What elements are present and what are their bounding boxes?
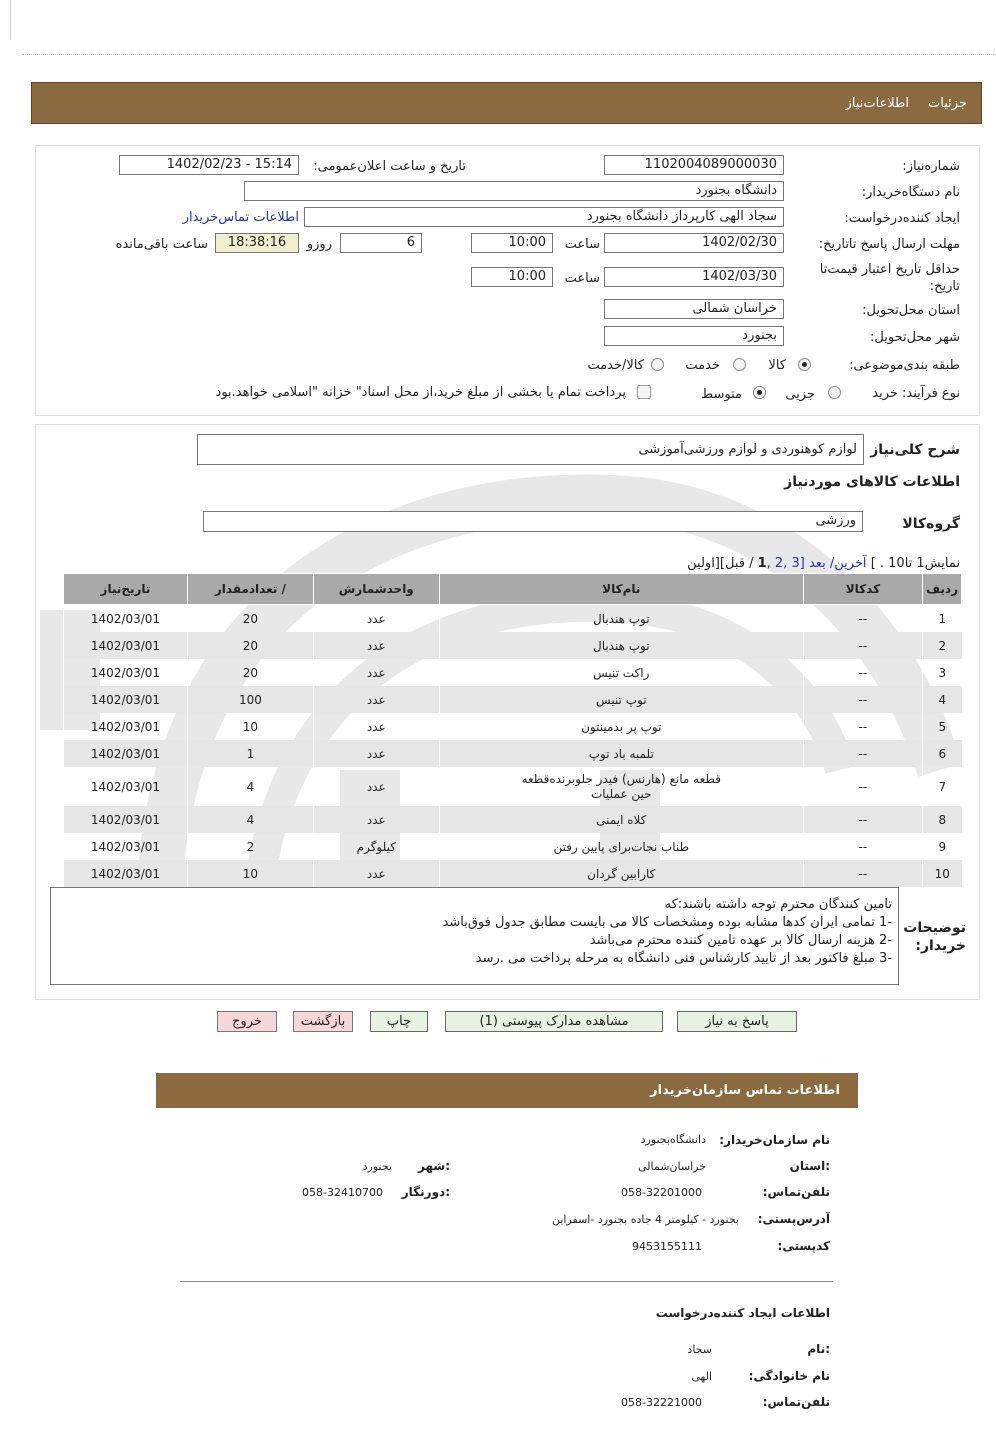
cell-code: -- bbox=[803, 686, 922, 713]
buyer-field: دانشگاه بجنورد bbox=[244, 181, 784, 201]
pager bbox=[687, 556, 960, 571]
cell-row: 5 bbox=[923, 713, 962, 740]
table-row bbox=[64, 605, 962, 633]
table-row bbox=[64, 659, 962, 686]
cell-qty: 10 bbox=[188, 860, 314, 887]
province-field: خراسان شمالی bbox=[604, 299, 784, 319]
need-description-label: شرح کلی‌نیاز bbox=[870, 442, 960, 458]
cell-date: 1402/03/01 bbox=[64, 713, 188, 740]
goods-group-label: گروه‌کالا bbox=[902, 516, 960, 532]
creator-label: ایجاد کننده‌درخواست: bbox=[844, 211, 960, 226]
cell-qty: 4 bbox=[188, 767, 314, 806]
cell-unit: عدد bbox=[313, 713, 439, 740]
cell-code: -- bbox=[803, 605, 922, 633]
need-number-field: 1102004089000030 bbox=[604, 155, 784, 175]
cell-code: -- bbox=[803, 659, 922, 686]
exit-button[interactable]: خروج bbox=[217, 1011, 277, 1032]
province-label: استان محل‌تحویل: bbox=[862, 303, 960, 318]
cell-date: 1402/03/01 bbox=[64, 740, 188, 767]
category-both-label: کالا/خدمت bbox=[587, 358, 644, 373]
category-service-label: خدمت bbox=[685, 358, 720, 373]
cell-code: -- bbox=[803, 860, 922, 887]
creator-name-label: :نام bbox=[807, 1342, 830, 1356]
validity-label-line1: حداقل تاریخ اعتبار قیمت‌تا bbox=[819, 262, 960, 277]
goods-table-header bbox=[64, 574, 962, 605]
remaining-label: ساعت باقی‌مانده bbox=[115, 237, 208, 252]
table-row bbox=[64, 833, 962, 860]
cell-name: کارابین گردان bbox=[439, 860, 803, 887]
cell-row: 2 bbox=[923, 632, 962, 659]
deadline-label: مهلت ارسال پاسخ تا‌تاریخ: bbox=[818, 237, 960, 252]
print-button[interactable]: چاپ bbox=[370, 1011, 428, 1032]
announce-date-field: 1402/02/23 - 15:14 bbox=[119, 155, 299, 175]
province-contact-label: :استان bbox=[789, 1159, 830, 1173]
days-label: روزو bbox=[306, 237, 332, 252]
top-left-divider bbox=[10, 0, 11, 40]
cell-unit: عدد bbox=[313, 806, 439, 833]
cell-unit: عدد bbox=[313, 860, 439, 887]
pager-last-link[interactable]: آخرین bbox=[834, 556, 867, 571]
notes-line-4: -3 مبلغ فاکتور بعد از تایید کارشناس فنی دانشگاه به مرحله پرداخت می .رسد bbox=[475, 951, 892, 966]
notes-line-1: تامین کنندگان محترم توجه داشته باشند:که bbox=[664, 897, 892, 912]
process-medium-label: متوسط bbox=[701, 387, 742, 402]
address-value: بجنورد - کیلومتر 4 جاده بجنورد -اسفراین bbox=[551, 1213, 739, 1226]
table-row bbox=[64, 632, 962, 659]
treasury-payment-checkbox[interactable] bbox=[637, 385, 651, 399]
cell-date: 1402/03/01 bbox=[64, 632, 188, 659]
page-header-bar bbox=[31, 82, 982, 124]
process-medium-radio[interactable] bbox=[753, 386, 766, 399]
cell-qty: 1 bbox=[188, 740, 314, 767]
cell-date: 1402/03/01 bbox=[64, 767, 188, 806]
tab-need-info[interactable]: اطلاعات‌نیاز bbox=[845, 96, 909, 111]
category-goods-label: کالا bbox=[768, 358, 786, 373]
creator-family-value: الهی bbox=[691, 1370, 712, 1383]
city-contact-value: بجنورد bbox=[362, 1160, 392, 1173]
cell-row: 3 bbox=[923, 659, 962, 686]
postal-code-label: کد‌پستی: bbox=[777, 1239, 830, 1253]
treasury-payment-note: پرداخت تمام یا بخشی از مبلغ خرید،از محل اسناد" خزانه "اسلامی خواهد.بود bbox=[215, 385, 626, 400]
table-row bbox=[64, 860, 962, 887]
deadline-time-label: ساعت bbox=[564, 237, 600, 252]
cell-unit: عدد bbox=[313, 767, 439, 806]
cell-row: 9 bbox=[923, 833, 962, 860]
cell-row: 10 bbox=[923, 860, 962, 887]
cell-qty: 20 bbox=[188, 605, 314, 633]
cell-code: -- bbox=[803, 767, 922, 806]
announce-label: تاریخ و ساعت اعلان‌عمومی: bbox=[313, 159, 466, 174]
cell-unit: عدد bbox=[313, 632, 439, 659]
cell-date: 1402/03/01 bbox=[64, 659, 188, 686]
cell-name: توپ پر بدمینتون bbox=[439, 713, 803, 740]
col-qty-header: / تعدادمقدار bbox=[188, 574, 314, 605]
validity-time-label: ساعت bbox=[564, 271, 600, 286]
category-goods-radio[interactable] bbox=[798, 358, 811, 371]
cell-code: -- bbox=[803, 740, 922, 767]
process-partial-label: جزیی bbox=[785, 387, 815, 402]
pager-page-links[interactable]: [3 ,2 , bbox=[766, 556, 805, 571]
fax-label: :دورنگار bbox=[401, 1185, 450, 1199]
cell-name: توپ هندبال bbox=[439, 605, 803, 633]
validity-label-line2: تاریخ: bbox=[929, 279, 960, 294]
category-label: طبقه بندی‌موضوعی: bbox=[849, 358, 960, 373]
table-row bbox=[64, 713, 962, 740]
creator-field: سجاد الهی کارپرداز دانشگاه بجنورد bbox=[304, 207, 784, 227]
cell-row: 6 bbox=[923, 740, 962, 767]
buyer-contact-title: اطلاعات تماس سازمان‌خریدار bbox=[650, 1083, 840, 1098]
process-partial-radio[interactable] bbox=[828, 386, 841, 399]
validity-time-field: 10:00 bbox=[471, 267, 553, 287]
goods-group-field: ورزشی bbox=[203, 511, 863, 532]
category-both-radio[interactable] bbox=[651, 358, 664, 371]
cell-date: 1402/03/01 bbox=[64, 605, 188, 633]
cell-qty: 20 bbox=[188, 632, 314, 659]
buyer-contact-link[interactable]: اطلاعات تماس‌خریدار bbox=[182, 210, 299, 225]
need-number-label: شماره‌نیاز: bbox=[902, 159, 960, 174]
pager-range: نمایش1 تا10 . ] bbox=[870, 556, 960, 571]
cell-name: تلمبه باد توپ bbox=[439, 740, 803, 767]
view-attachments-button[interactable]: مشاهده مدارک پیوستی (1) bbox=[445, 1011, 663, 1032]
validity-date-field: 1402/03/30 bbox=[604, 267, 784, 287]
cell-qty: 100 bbox=[188, 686, 314, 713]
cell-unit: کیلوگرم bbox=[313, 833, 439, 860]
creator-phone-value: 058-32221000 bbox=[621, 1396, 702, 1409]
cell-name: کلاه ایمنی bbox=[439, 806, 803, 833]
cell-code: -- bbox=[803, 713, 922, 740]
city-contact-label: :شهر bbox=[418, 1159, 450, 1173]
goods-info-title: اطلاعات کالاهای موردنیاز bbox=[784, 474, 960, 490]
cell-unit: عدد bbox=[313, 740, 439, 767]
cell-name: طناب نجات‌برای پایین رفتن bbox=[439, 833, 803, 860]
city-label: شهر محل‌تحویل: bbox=[870, 330, 960, 345]
cell-unit: عدد bbox=[313, 686, 439, 713]
cell-qty: 20 bbox=[188, 659, 314, 686]
table-row bbox=[64, 740, 962, 767]
cell-row: 1 bbox=[923, 605, 962, 633]
days-field: 6 bbox=[340, 233, 422, 253]
creator-info-title: اطلاعات ایجاد کننده‌درخواست bbox=[655, 1306, 830, 1320]
category-service-radio[interactable] bbox=[733, 358, 746, 371]
cell-date: 1402/03/01 bbox=[64, 833, 188, 860]
reply-button[interactable]: پاسخ به نیاز bbox=[677, 1011, 797, 1032]
phone-value: 058-32201000 bbox=[621, 1186, 702, 1199]
buyer-notes-label-1: توضیحات bbox=[903, 920, 966, 936]
remaining-time-field: 18:38:16 bbox=[215, 233, 299, 253]
cell-qty: 10 bbox=[188, 713, 314, 740]
cell-name: قطعه مانع (هارنس) فیدر جلوبرنده‌قطعه حین عملیات bbox=[439, 767, 803, 806]
col-unit-header: واحدشمارش bbox=[313, 574, 439, 605]
pager-next-link[interactable]: / بعد bbox=[808, 556, 835, 571]
city-field: بجنورد bbox=[604, 326, 784, 346]
org-name-label: نام سازمان‌خریدار: bbox=[719, 1133, 830, 1147]
cell-code: -- bbox=[803, 806, 922, 833]
cell-date: 1402/03/01 bbox=[64, 806, 188, 833]
postal-code-value: 9453155111 bbox=[632, 1240, 702, 1253]
fax-value: 058-32410700 bbox=[302, 1186, 383, 1199]
cell-code: -- bbox=[803, 632, 922, 659]
buyer-notes-label-2: خریدار: bbox=[915, 938, 966, 954]
process-type-label: نوع فرآیند: خرید bbox=[872, 386, 960, 401]
org-name-value: دانشگاه‌بجنورد bbox=[640, 1133, 706, 1146]
creator-family-label: نام خانوادگی: bbox=[748, 1369, 830, 1383]
cell-row: 7 bbox=[923, 767, 962, 806]
cell-row: 4 bbox=[923, 686, 962, 713]
notes-line-2: -1 تمامی ایران کدها مشابه بوده ومشخصات کالا می بایست مطابق جدول فوق‌باشد bbox=[442, 915, 892, 930]
deadline-date-field: 1402/02/30 bbox=[604, 233, 784, 253]
col-name-header: نام‌کالا bbox=[439, 574, 803, 605]
cell-unit: عدد bbox=[313, 605, 439, 633]
col-code-header: کدکالا bbox=[803, 574, 922, 605]
col-date-header: تاریخ‌نیاز bbox=[64, 574, 188, 605]
buyer-contact-header bbox=[156, 1073, 858, 1108]
cell-qty: 4 bbox=[188, 806, 314, 833]
notes-line-3: -2 هزینه ارسال کالا بر عهده تامین کننده محترم می‌باشد bbox=[589, 933, 892, 948]
need-description-field: لوازم کوهنوردی و لوازم ورزشی‌آموزشی bbox=[197, 434, 864, 465]
cell-name: توپ هندبال bbox=[439, 632, 803, 659]
table-row bbox=[64, 767, 962, 806]
province-contact-value: خراسان‌شمالی bbox=[637, 1160, 706, 1173]
table-row bbox=[64, 686, 962, 713]
cell-code: -- bbox=[803, 833, 922, 860]
phone-label: تلفن‌تماس: bbox=[762, 1185, 830, 1199]
back-button[interactable]: بازگشت bbox=[293, 1011, 353, 1032]
cell-unit: عدد bbox=[313, 659, 439, 686]
cell-qty: 2 bbox=[188, 833, 314, 860]
cell-name: توپ تنیس bbox=[439, 686, 803, 713]
goods-table bbox=[63, 573, 962, 887]
cell-date: 1402/03/01 bbox=[64, 686, 188, 713]
table-row bbox=[64, 806, 962, 833]
creator-name-value: سجاد bbox=[687, 1343, 712, 1356]
top-dotted-line bbox=[22, 54, 996, 55]
buyer-notes-box bbox=[50, 887, 899, 985]
section-divider bbox=[180, 1281, 833, 1282]
cell-name: راکت تنیس bbox=[439, 659, 803, 686]
pager-current-page: 1 bbox=[757, 556, 767, 571]
pager-prev-first[interactable]: / قبل][اولین bbox=[687, 556, 754, 571]
tab-details[interactable]: جزئیات bbox=[928, 96, 967, 111]
deadline-time-field: 10:00 bbox=[471, 233, 553, 253]
col-row-header: ردیف bbox=[923, 574, 962, 605]
cell-row: 8 bbox=[923, 806, 962, 833]
buyer-label: نام دستگاه‌خریدار: bbox=[861, 185, 960, 200]
creator-phone-label: تلفن‌تماس: bbox=[762, 1395, 830, 1409]
cell-date: 1402/03/01 bbox=[64, 860, 188, 887]
address-label: آدرس‌پستی: bbox=[757, 1212, 830, 1226]
